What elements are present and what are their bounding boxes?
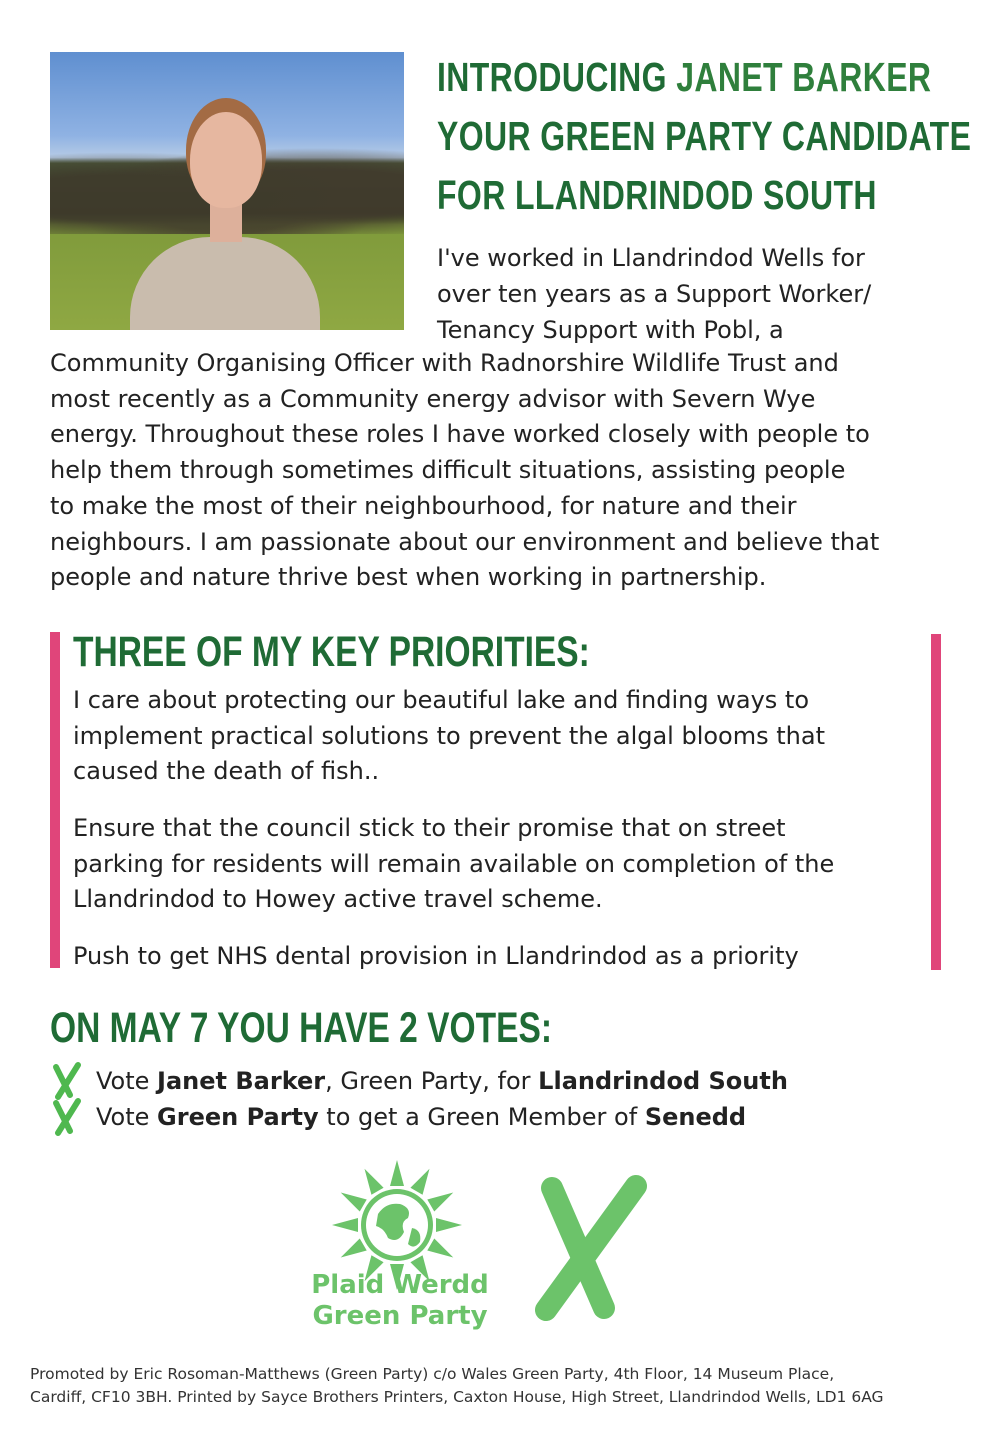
vote-2-text: [96, 1103, 746, 1131]
vote-1-ward: Llandrindod South: [538, 1067, 788, 1095]
priority-line: implement practical solutions to prevent the algal blooms that: [73, 721, 825, 750]
big-green-cross-icon: [532, 1172, 652, 1324]
intro-paragraph-body: [50, 346, 970, 596]
logo-english-name: Green Party: [312, 1301, 488, 1331]
intro-line: people and nature thrive best when working in partnership.: [50, 563, 767, 592]
vote-2-senedd: Senedd: [644, 1103, 747, 1131]
priority-line: parking for residents will remain available on completion of the: [73, 849, 835, 878]
vote-1-part: , Green Party, for: [325, 1067, 539, 1095]
headline-prefix: INTRODUCING: [437, 54, 677, 100]
headline-line-1: [437, 48, 932, 107]
priority-line: caused the death of fish..: [73, 757, 380, 785]
imprint-line-1: Promoted by Eric Rosoman-Matthews (Green Party) c/o Wales Green Party, 4th Floor, 14 Museum Place,: [30, 1365, 835, 1383]
intro-line: neighbours. I am passionate about our environment and believe that: [50, 527, 880, 556]
intro-line: energy. Throughout these roles I have worked closely with people to: [50, 420, 870, 449]
vote-1-part: Vote: [96, 1067, 158, 1095]
priority-line: Ensure that the council stick to their promise that on street: [73, 814, 786, 842]
headline-candidate-name: JANET BARKER: [676, 54, 932, 100]
vote-2-part: Vote: [96, 1103, 158, 1131]
priorities-right-bar: [931, 634, 941, 970]
vote-1-candidate: Janet Barker: [157, 1067, 326, 1095]
green-cross-icon: [50, 1061, 84, 1101]
candidate-photo: [50, 52, 404, 330]
intro-paragraph-top: [437, 240, 957, 348]
logo-welsh-name: Plaid Werdd: [311, 1270, 489, 1300]
headline-line-3: FOR LLANDRINDOD SOUTH: [437, 172, 877, 218]
headline: [437, 48, 972, 225]
green-cross-icon: [50, 1097, 84, 1137]
priority-line: Push to get NHS dental provision in Llandrindod as a priority: [73, 942, 799, 970]
priorities-left-bar: [50, 632, 60, 968]
intro-line: help them through sometimes difficult situations, assisting people: [50, 456, 846, 485]
imprint-footer: [30, 1363, 980, 1409]
intro-line: to make the most of their neighbourhood, for nature and their: [50, 491, 797, 520]
priority-item-2: [73, 811, 913, 918]
party-logo-text: [300, 1270, 500, 1332]
priority-line: I care about protecting our beautiful lake and finding ways to: [73, 686, 810, 714]
vote-1-text: [96, 1067, 788, 1095]
headline-line-2: YOUR GREEN PARTY CANDIDATE: [437, 113, 972, 159]
intro-line: most recently as a Community energy advisor with Severn Wye: [50, 384, 816, 413]
photo-person-body: [130, 237, 320, 330]
vote-line-1: [50, 1063, 788, 1099]
priority-line: Llandrindod to Howey active travel scheme.: [73, 885, 603, 913]
priority-item-3: [73, 939, 913, 975]
intro-line: I've worked in Llandrindod Wells for: [437, 244, 865, 272]
priorities-title: THREE OF MY KEY PRIORITIES:: [73, 628, 590, 676]
intro-line: over ten years as a Support Worker/: [437, 280, 872, 308]
vote-2-part: to get a Green Member of: [318, 1103, 645, 1131]
imprint-line-2: Cardiff, CF10 3BH. Printed by Sayce Brothers Printers, Caxton House, High Street, Llandrindod Wells, LD1 6AG: [30, 1388, 884, 1406]
photo-person-head: [190, 112, 262, 208]
intro-line: Tenancy Support with Pobl, a: [437, 316, 784, 344]
votes-title: ON MAY 7 YOU HAVE 2 VOTES:: [50, 1004, 553, 1052]
vote-line-2: [50, 1099, 746, 1135]
intro-line: Community Organising Officer with Radnorshire Wildlife Trust and: [50, 349, 839, 377]
priority-item-1: [73, 683, 913, 790]
vote-2-party: Green Party: [157, 1103, 319, 1131]
